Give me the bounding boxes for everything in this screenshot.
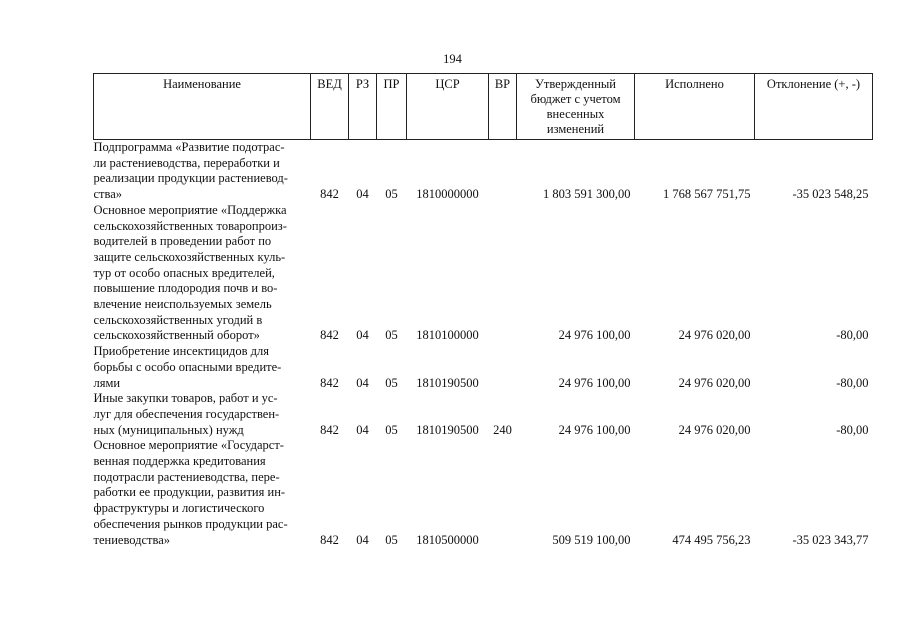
row-name-line: Подпрограмма «Развитие подотрас- (93, 140, 285, 154)
row-csr: 1810500000 (416, 532, 479, 547)
row-csr: 1810190500 (416, 422, 479, 437)
row-vr (489, 140, 517, 203)
row-name-line: лями (93, 375, 121, 390)
row-ved: 842 (320, 187, 339, 202)
row-executed: 1 768 567 751,75 (663, 187, 751, 202)
row-ved: 842 (320, 375, 339, 390)
row-name-line: Основное мероприятие «Поддержка (93, 202, 287, 217)
row-name-line: реализации продукции растениевод- (93, 171, 288, 186)
row-name-line: луг для обеспечения государствен- (93, 406, 280, 421)
row-pr: 05 (385, 532, 398, 547)
row-rz: 04 (356, 422, 369, 437)
budget-table-container (93, 73, 872, 548)
row-name-line: Приобретение инсектицидов для (93, 344, 269, 359)
table-row (94, 203, 873, 344)
row-pr: 05 (385, 375, 398, 390)
header-rz: РЗ (349, 74, 377, 140)
row-pr: 05 (385, 328, 398, 343)
row-vr: 240 (493, 422, 512, 437)
row-deviation: -80,00 (836, 375, 869, 390)
row-name-line: работки ее продукции, развития ин- (93, 485, 286, 500)
row-name (94, 438, 311, 548)
header-vr: ВР (489, 74, 517, 140)
row-name-line: тениеводства» (93, 532, 171, 547)
row-name (94, 203, 311, 344)
row-name-line: тур от особо опасных вредителей, (93, 265, 275, 280)
header-name: Наименование (94, 74, 311, 140)
row-name-line: влечение неиспользуемых земель (93, 297, 272, 312)
row-rz: 04 (356, 328, 369, 343)
row-name-line: обеспечения рынков продукции рас- (93, 516, 288, 531)
row-name-line: сельскохозяйственных угодий в (93, 312, 263, 327)
row-name-line: сельскохозяйственных товаропроиз- (93, 218, 287, 233)
row-name-line: фраструктуры и логистического (93, 501, 265, 516)
row-name-line: повышение плодородия почв и во- (93, 281, 278, 296)
row-executed: 474 495 756,23 (672, 532, 751, 547)
row-vr (489, 438, 517, 548)
row-name-line: борьбы с особо опасными вредите- (93, 359, 282, 374)
row-name-line: защите сельскохозяйственных куль- (93, 249, 286, 264)
row-ved: 842 (320, 328, 339, 343)
row-name (94, 391, 311, 438)
table-body (94, 140, 873, 549)
row-name-line: водителей в проведении работ по (93, 234, 272, 249)
row-name-line: венная поддержка кредитования (93, 454, 266, 469)
row-approved: 24 976 100,00 (558, 422, 631, 437)
row-csr: 1810100000 (416, 328, 479, 343)
row-approved: 1 803 591 300,00 (543, 187, 631, 202)
header-approved: Утвержденный бюджет с учетом внесенных изменений (517, 74, 635, 140)
header-ved: ВЕД (311, 74, 349, 140)
row-name-line: сельскохозяйственный оборот» (93, 328, 260, 343)
row-name-line: подотрасли растениеводства, пере- (93, 469, 280, 484)
row-executed: 24 976 020,00 (678, 422, 751, 437)
row-name-line: ства» (93, 187, 123, 202)
header-deviation: Отклонение (+, -) (755, 74, 873, 140)
row-rz: 04 (356, 187, 369, 202)
row-name-line: ли растениеводства, переработки и (93, 155, 280, 170)
row-csr: 1810000000 (416, 187, 479, 202)
row-approved: 509 519 100,00 (552, 532, 631, 547)
row-rz: 04 (356, 375, 369, 390)
row-name (94, 140, 311, 203)
row-rz: 04 (356, 532, 369, 547)
row-vr (489, 203, 517, 344)
row-deviation: -80,00 (836, 328, 869, 343)
budget-execution-table (93, 73, 873, 548)
table-header-row (94, 74, 873, 140)
row-name-line: Основное мероприятие «Государст- (93, 438, 284, 453)
header-pr: ПР (377, 74, 407, 140)
row-name (94, 344, 311, 391)
row-approved: 24 976 100,00 (558, 375, 631, 390)
row-pr: 05 (385, 187, 398, 202)
row-executed: 24 976 020,00 (678, 328, 751, 343)
row-ved: 842 (320, 532, 339, 547)
table-row (94, 391, 873, 438)
row-pr: 05 (385, 422, 398, 437)
row-deviation: -35 023 343,77 (792, 532, 869, 547)
row-deviation: -80,00 (836, 422, 869, 437)
header-csr: ЦСР (407, 74, 489, 140)
row-name-line: Иные закупки товаров, работ и ус- (93, 391, 278, 406)
page-number: 194 (443, 52, 462, 66)
header-executed: Исполнено (635, 74, 755, 140)
row-executed: 24 976 020,00 (678, 375, 751, 390)
row-approved: 24 976 100,00 (558, 328, 631, 343)
table-row (94, 140, 873, 203)
row-csr: 1810190500 (416, 375, 479, 390)
row-ved: 842 (320, 422, 339, 437)
row-deviation: -35 023 548,25 (792, 187, 869, 202)
table-row (94, 438, 873, 548)
row-vr (489, 344, 517, 391)
table-row (94, 344, 873, 391)
row-name-line: ных (муниципальных) нужд (93, 422, 244, 437)
